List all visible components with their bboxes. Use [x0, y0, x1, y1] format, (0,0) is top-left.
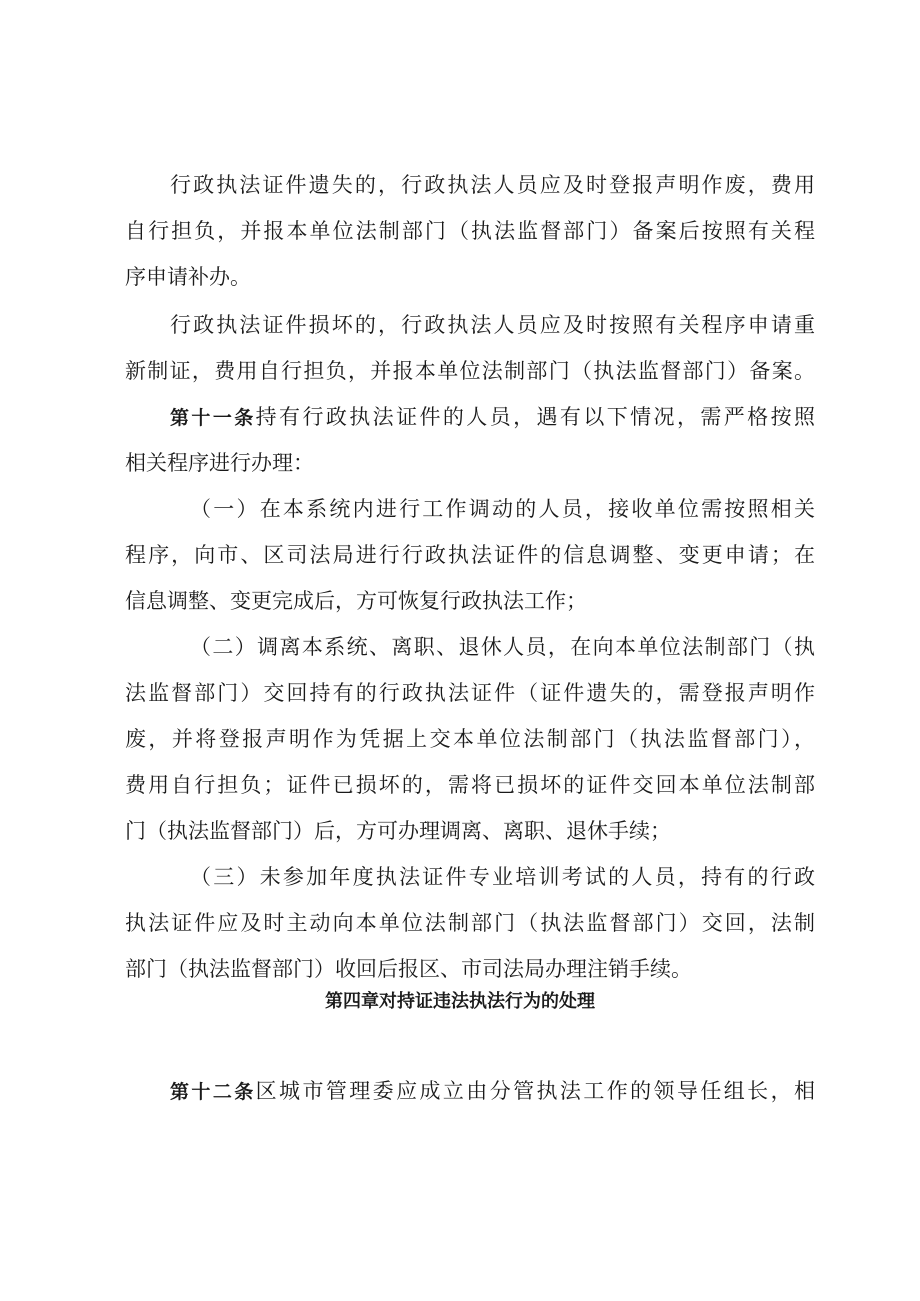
- paragraph-2-line-1: 行政执法证件损坏的，行政执法人员应及时按照有关程序申请重: [170, 313, 815, 337]
- item-1-line-3: 信息调整、变更完成后，方可恢复行政执法工作；: [125, 589, 587, 613]
- paragraph-1-line-3: 序申请补办。: [125, 265, 251, 289]
- item-1-line-2: 程序，向市、区司法局进行行政执法证件的信息调整、变更申请；在: [125, 543, 815, 567]
- paragraph-2-line-2: 新制证，费用自行担负，并报本单位法制部门（执法监督部门）备案。: [125, 359, 815, 383]
- article-11-label: 第十一条: [170, 407, 256, 429]
- item-2-line-2: 法监督部门）交回持有的行政执法证件（证件遗失的，需登报声明作: [125, 681, 815, 705]
- article-11-text: 持有行政执法证件的人员，遇有以下情况，需严格按照: [255, 405, 815, 429]
- article-12-label: 第十二条: [170, 1081, 256, 1103]
- item-2-line-5: 门（执法监督部门）后，方可办理调离、离职、退休手续；: [125, 819, 671, 843]
- item-3-line-2: 执法证件应及时主动向本单位法制部门（执法监督部门）交回，法制: [125, 911, 815, 935]
- chapter-4-heading: 第四章对持证违法执法行为的处理: [325, 991, 595, 1012]
- paragraph-1-line-2: 自行担负，并报本单位法制部门（执法监督部门）备案后按照有关程: [125, 219, 815, 243]
- item-3-line-1: （三）未参加年度执法证件专业培训考试的人员，持有的行政: [190, 865, 815, 889]
- article-12-text: 区城市管理委应成立由分管执法工作的领导任组长，相: [255, 1079, 815, 1103]
- item-2-line-1: （二）调离本系统、离职、退休人员，在向本单位法制部门（执: [190, 635, 815, 659]
- item-3-line-3: 部门（执法监督部门）收回后报区、市司法局办理注销手续。: [125, 957, 692, 981]
- item-1-line-1: （一）在本系统内进行工作调动的人员，接收单位需按照相关: [190, 497, 815, 521]
- article-11-line-1: [170, 402, 815, 432]
- item-2-line-3: 废，并将登报声明作为凭据上交本单位法制部门（执法监督部门），: [125, 727, 815, 751]
- article-11-line-2: 相关程序进行办理：: [125, 451, 314, 475]
- article-12-line-1: [170, 1076, 815, 1106]
- paragraph-1-line-1: 行政执法证件遗失的，行政执法人员应及时登报声明作废，费用: [170, 173, 815, 197]
- item-2-line-4: 费用自行担负；证件已损坏的，需将已损坏的证件交回本单位法制部: [125, 773, 815, 797]
